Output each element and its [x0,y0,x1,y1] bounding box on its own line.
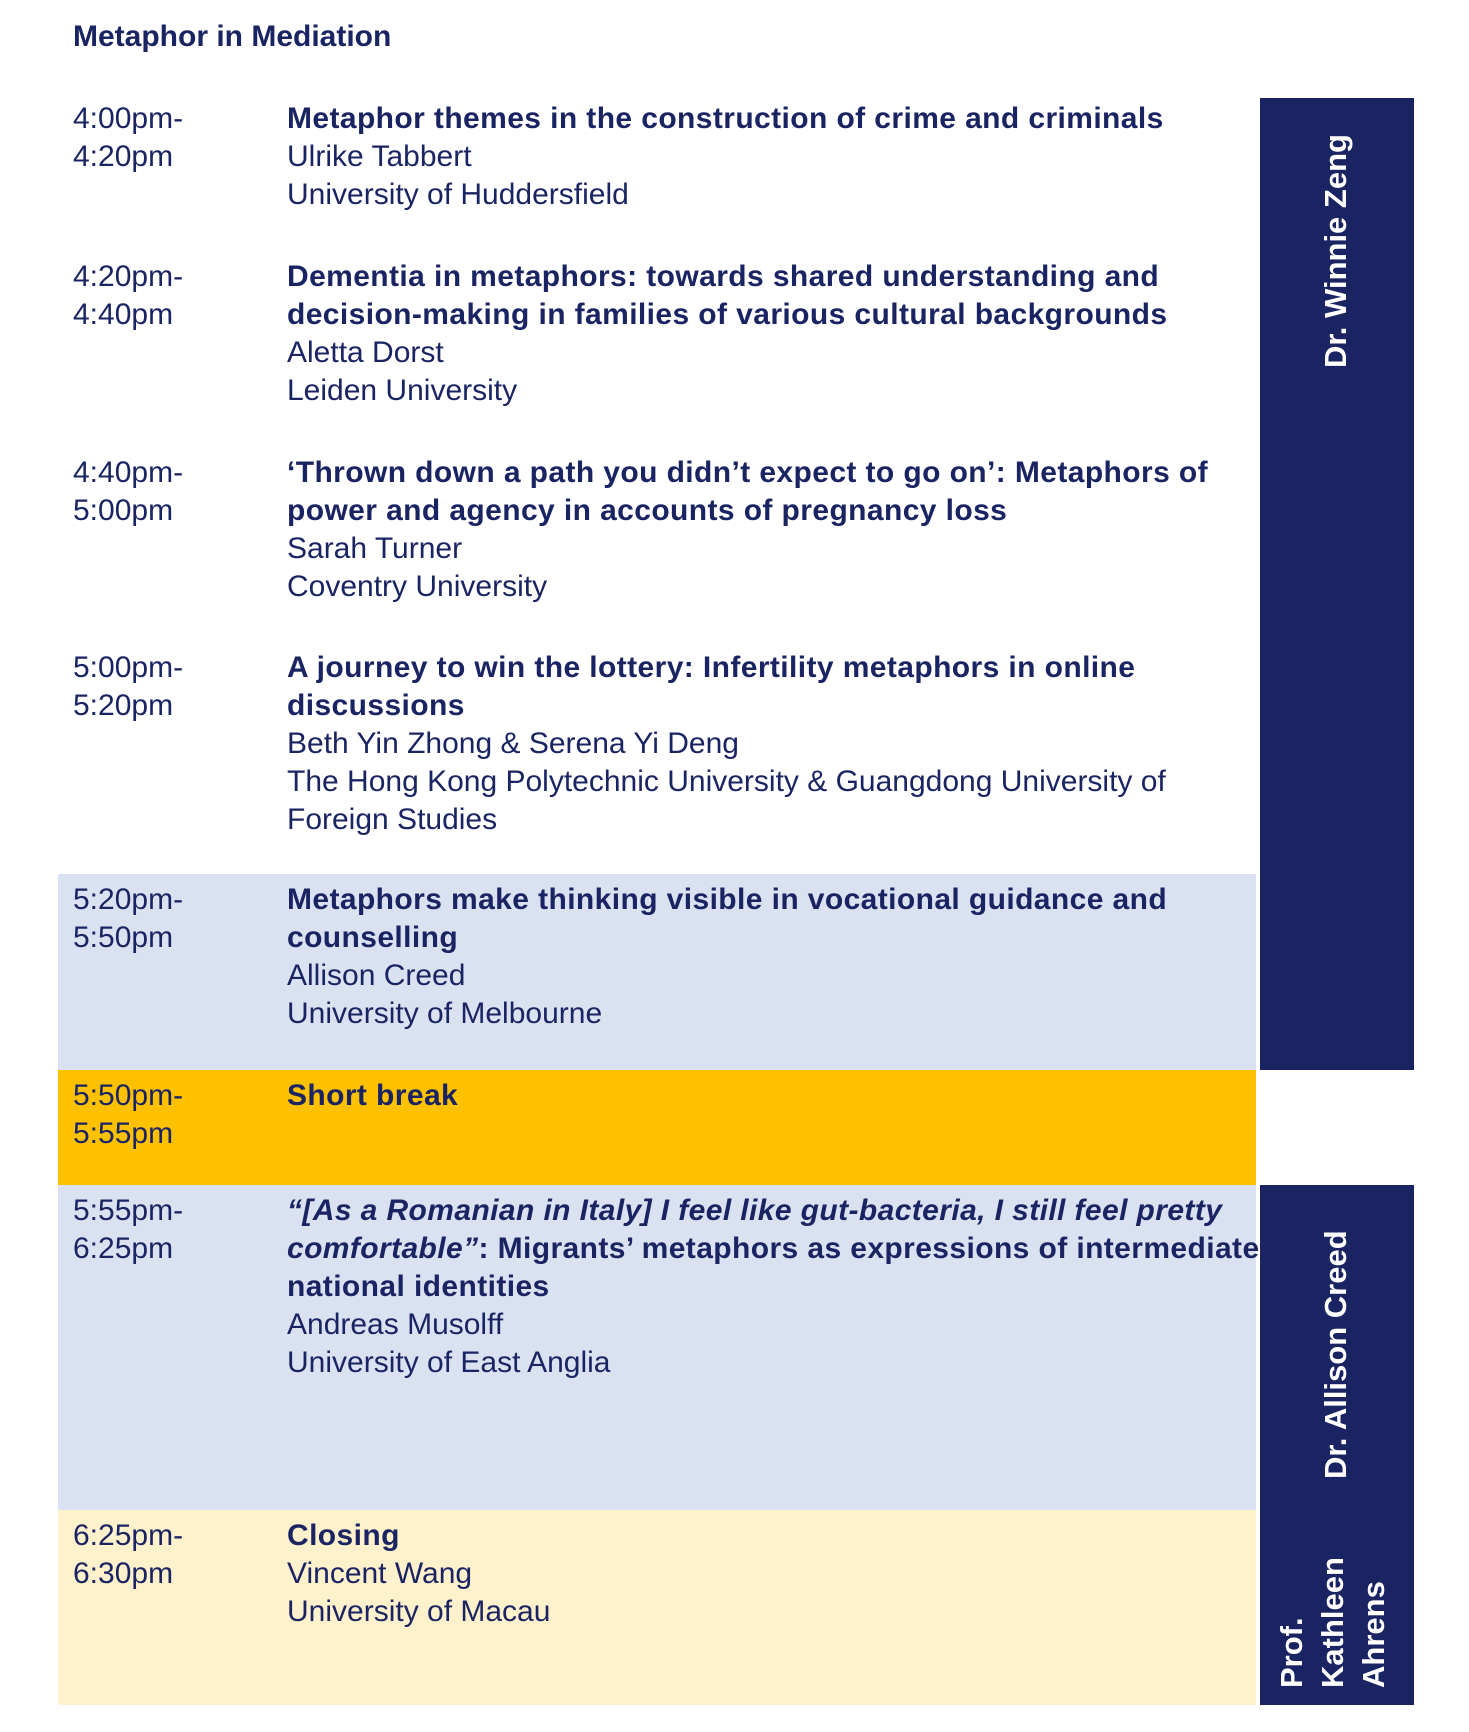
time-slot: 5:20pm- 5:50pm [73,883,184,954]
schedule-row [58,454,1256,604]
affiliation: University of East Anglia [287,1346,611,1379]
talk-title-quote: “[As a Romanian in Italy] I feel like gut-bacteria, I still feel pretty comfortable” [287,1194,1223,1265]
talk-title: ‘Thrown down a path you didn’t expect to go on’: Metaphors of power and agency in accounts of pregnancy loss [287,456,1209,527]
time-slot: 4:40pm- 5:00pm [73,456,184,527]
chair-bar [1260,1185,1414,1705]
affiliation: Coventry University [287,570,548,603]
speaker-name: Ulrike Tabbert [287,140,472,173]
schedule-row [58,100,1256,211]
chair-name-line: Prof. [1274,1617,1309,1688]
schedule-row-break [58,1070,1256,1185]
affiliation: University of Macau [287,1595,551,1628]
affiliation: Leiden University [287,374,518,407]
page-title: Metaphor in Mediation [73,20,392,53]
time-slot: 5:55pm- 6:25pm [73,1194,184,1265]
session-content [287,454,1267,606]
talk-title: Closing [287,1519,400,1552]
affiliation: University of Huddersfield [287,178,629,211]
talk-title: Short break [287,1079,459,1112]
chair-name: Dr. Allison Creed [1318,1230,1353,1479]
time-slot: 4:20pm- 4:40pm [73,260,184,331]
talk-title [287,1192,1267,1306]
time-slot: 5:50pm- 5:55pm [73,1079,184,1150]
time-slot: 4:00pm- 4:20pm [73,102,184,173]
chair-name: Dr. Winnie Zeng [1318,134,1353,368]
chair-name-line: Ahrens [1356,1581,1391,1688]
speaker-name: Vincent Wang [287,1557,473,1590]
time-slot: 6:25pm- 6:30pm [73,1519,184,1590]
affiliation: The Hong Kong Polytechnic University & Guangdong University of Foreign Studies [287,765,1166,836]
speaker-name: Allison Creed [287,959,466,992]
talk-title: Metaphor themes in the construction of crime and criminals [287,102,1164,135]
schedule-row [58,649,1256,839]
talk-title: A journey to win the lottery: Infertility metaphors in online discussions [287,651,1136,722]
speaker-name: Aletta Dorst [287,336,444,369]
schedule-row [58,258,1256,408]
session-content [287,649,1267,839]
schedule-row [58,1510,1256,1705]
affiliation: University of Melbourne [287,997,603,1030]
schedule-row [58,874,1256,1070]
session-content [287,258,1267,410]
talk-title: Metaphors make thinking visible in vocational guidance and counselling [287,883,1168,954]
session-content [287,1077,1267,1115]
time-slot: 5:00pm- 5:20pm [73,651,184,722]
chair-name-line: Kathleen [1315,1557,1350,1688]
speaker-name: Sarah Turner [287,532,463,565]
chair-bar [1260,98,1414,1070]
talk-title: Dementia in metaphors: towards shared understanding and decision-making in families of various cultural backgrounds [287,260,1168,331]
speaker-name: Beth Yin Zhong & Serena Yi Deng [287,727,739,760]
schedule-row [58,1185,1260,1510]
session-content [287,1192,1267,1382]
talk-title-rest: : Migrants’ metaphors as expressions of intermediate national identities [287,1232,1260,1303]
session-content [287,1517,1267,1631]
session-content [287,881,1267,1033]
session-content [287,100,1267,214]
speaker-name: Andreas Musolff [287,1308,504,1341]
